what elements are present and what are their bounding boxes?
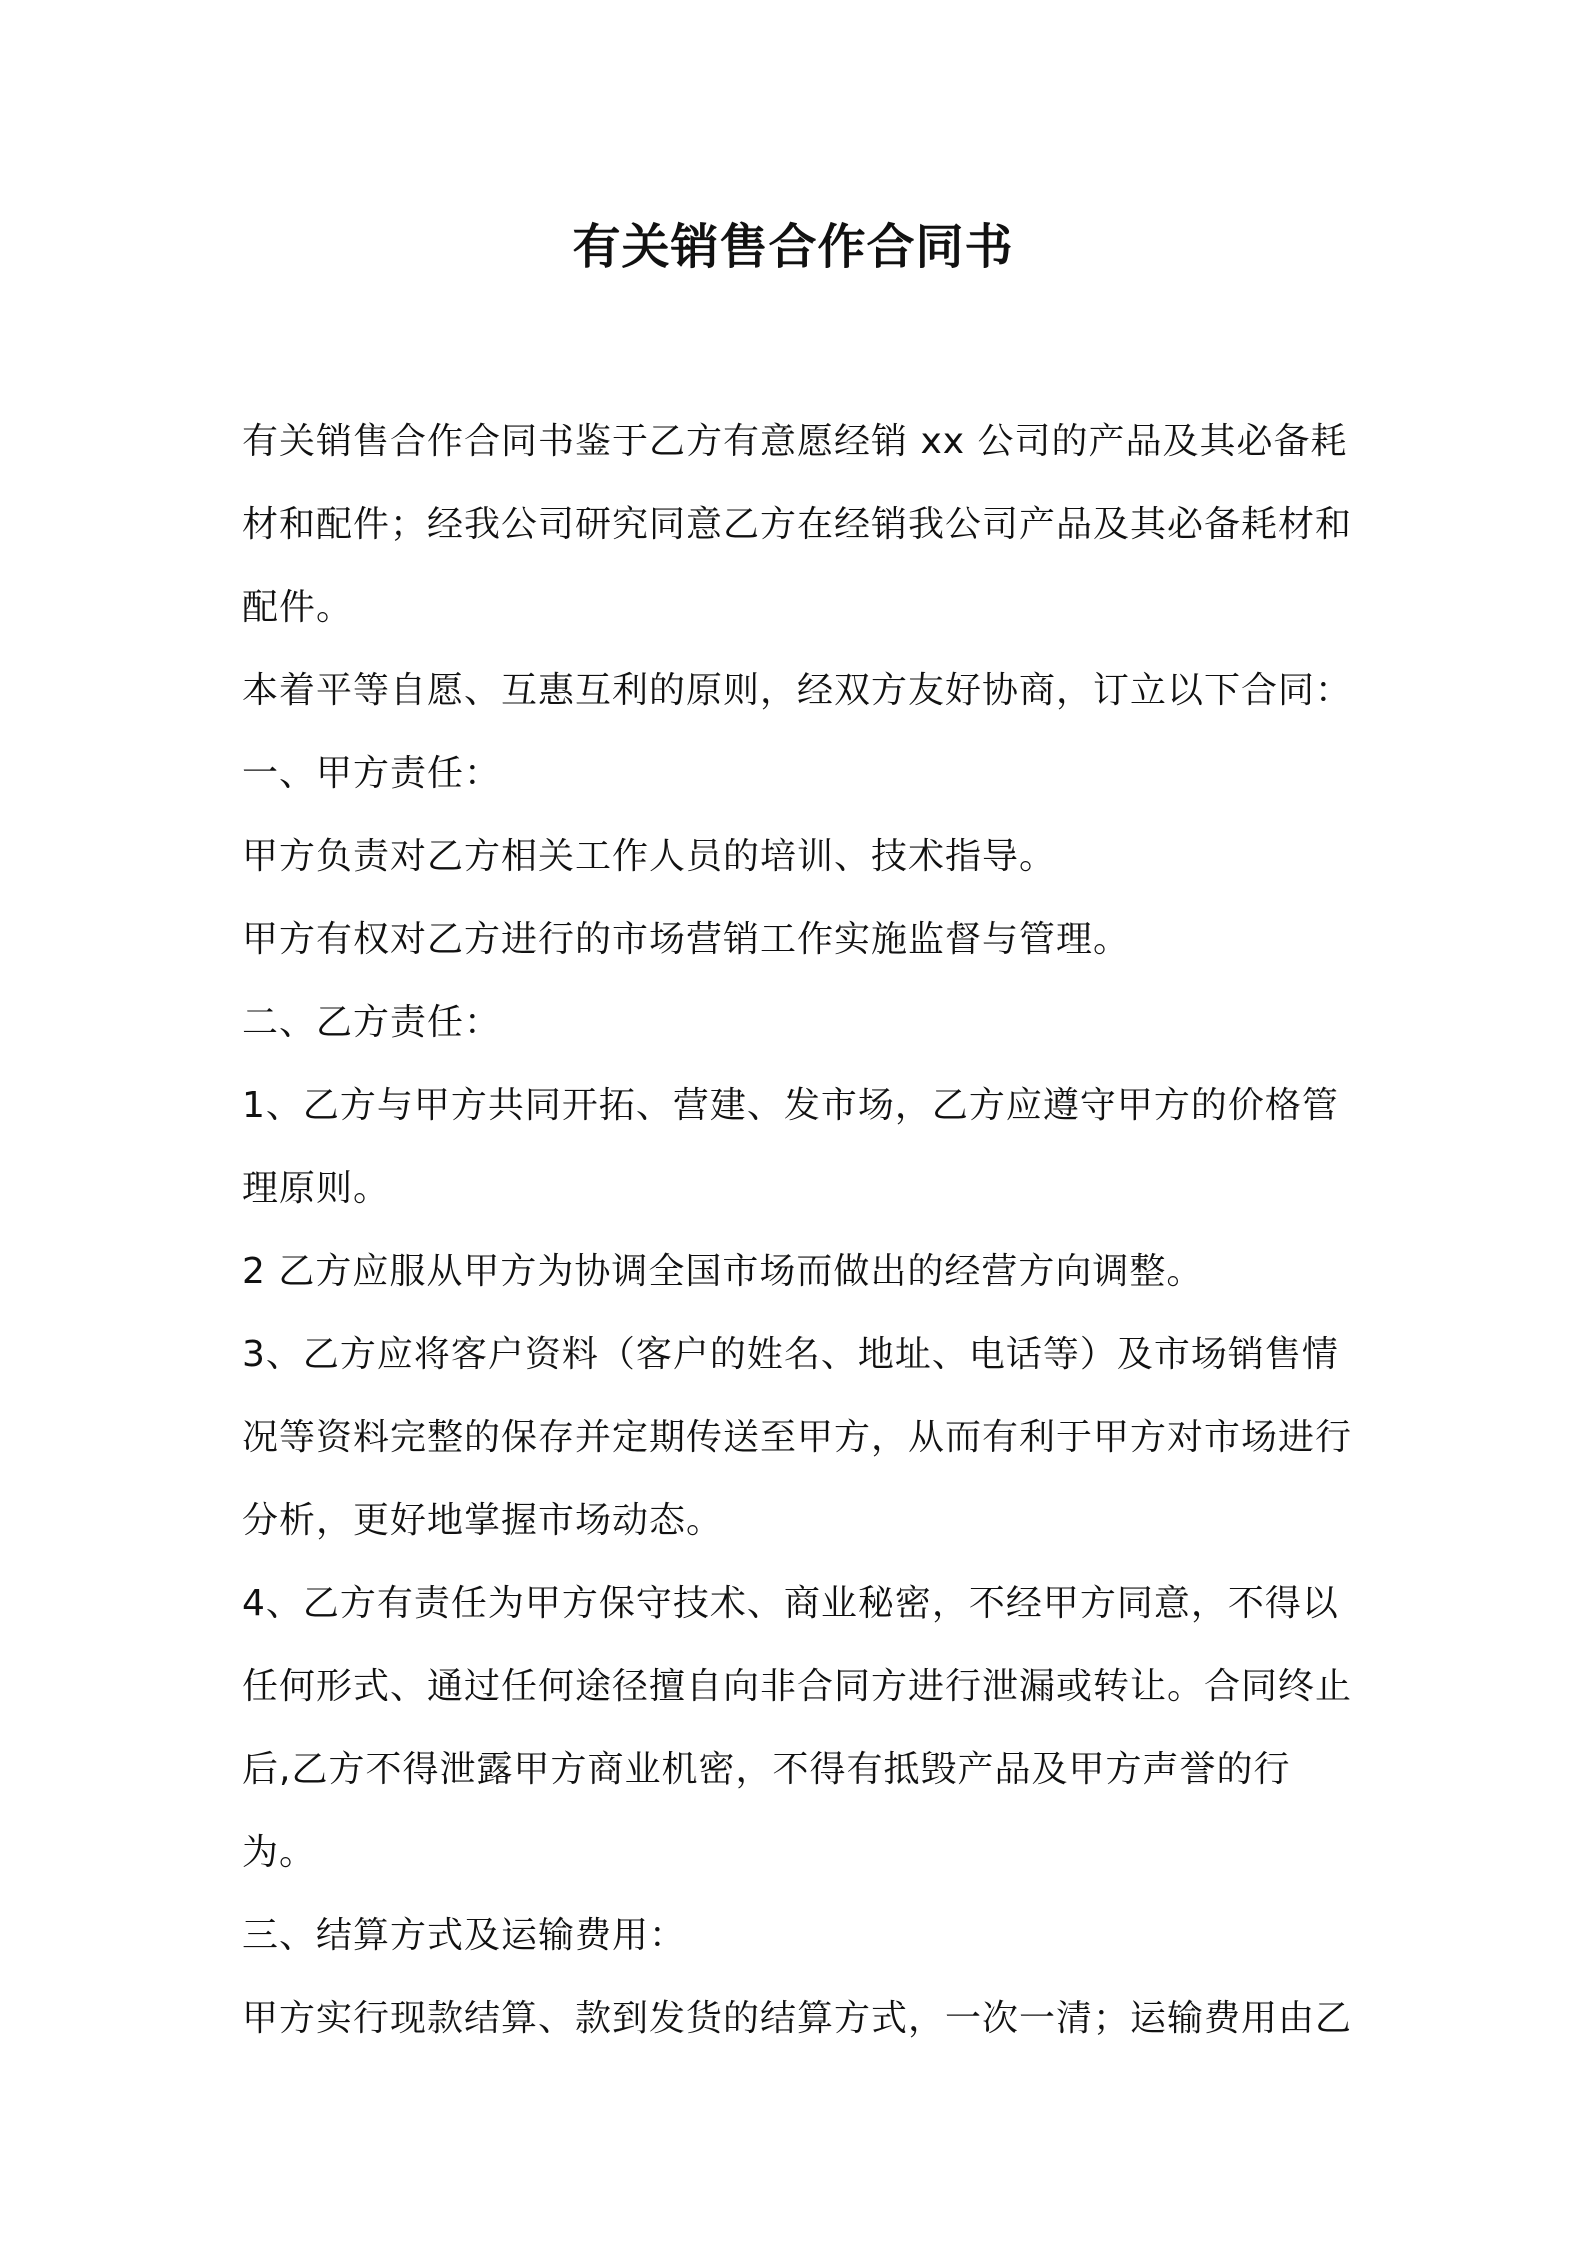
paragraph-preamble: 有关销售合作合同书鉴于乙方有意愿经销 xx 公司的产品及其必备耗材和配件；经我公司研究同意乙方在经销我公司产品及其必备耗材和配件。 [242, 421, 1353, 628]
paragraph-party-b-item-2: 2 乙方应服从甲方为协调全国市场而做出的经营方向调整。 [242, 1251, 1204, 1292]
paragraph-settlement: 甲方实行现款结算、款到发货的结算方式，一次一清；运输费用由乙 [242, 1998, 1353, 2039]
section-heading-settlement: 三、结算方式及运输费用： [242, 1915, 687, 1956]
paragraph-principle: 本着平等自愿、互惠互利的原则，经双方友好协商，订立以下合同： [242, 670, 1353, 711]
document-title: 有关销售合作合同书 [572, 219, 1014, 275]
paragraph-party-a-training: 甲方负责对乙方相关工作人员的培训、技术指导。 [242, 836, 1057, 877]
document-body [242, 400, 1360, 2060]
paragraph-party-b-item-3: 3、乙方应将客户资料（客户的姓名、地址、电话等）及市场销售情况等资料完整的保存并定期传送至甲方，从而有利于甲方对市场进行分析，更好地掌握市场动态。 [242, 1334, 1353, 1541]
paragraph-party-a-supervision: 甲方有权对乙方进行的市场营销工作实施监督与管理。 [242, 919, 1131, 960]
section-heading-party-b: 二、乙方责任： [242, 1002, 502, 1043]
paragraph-party-b-item-1: 1、乙方与甲方共同开拓、营建、发市场，乙方应遵守甲方的价格管理原则。 [242, 1085, 1339, 1209]
paragraph-party-b-item-4: 4、乙方有责任为甲方保守技术、商业秘密，不经甲方同意，不得以任何形式、通过任何途径擅自向非合同方进行泄漏或转让。合同终止后,乙方不得泄露甲方商业机密，不得有抵毁产品及甲方声誉的行为。 [242, 1583, 1353, 1873]
section-heading-party-a: 一、甲方责任： [242, 753, 502, 794]
